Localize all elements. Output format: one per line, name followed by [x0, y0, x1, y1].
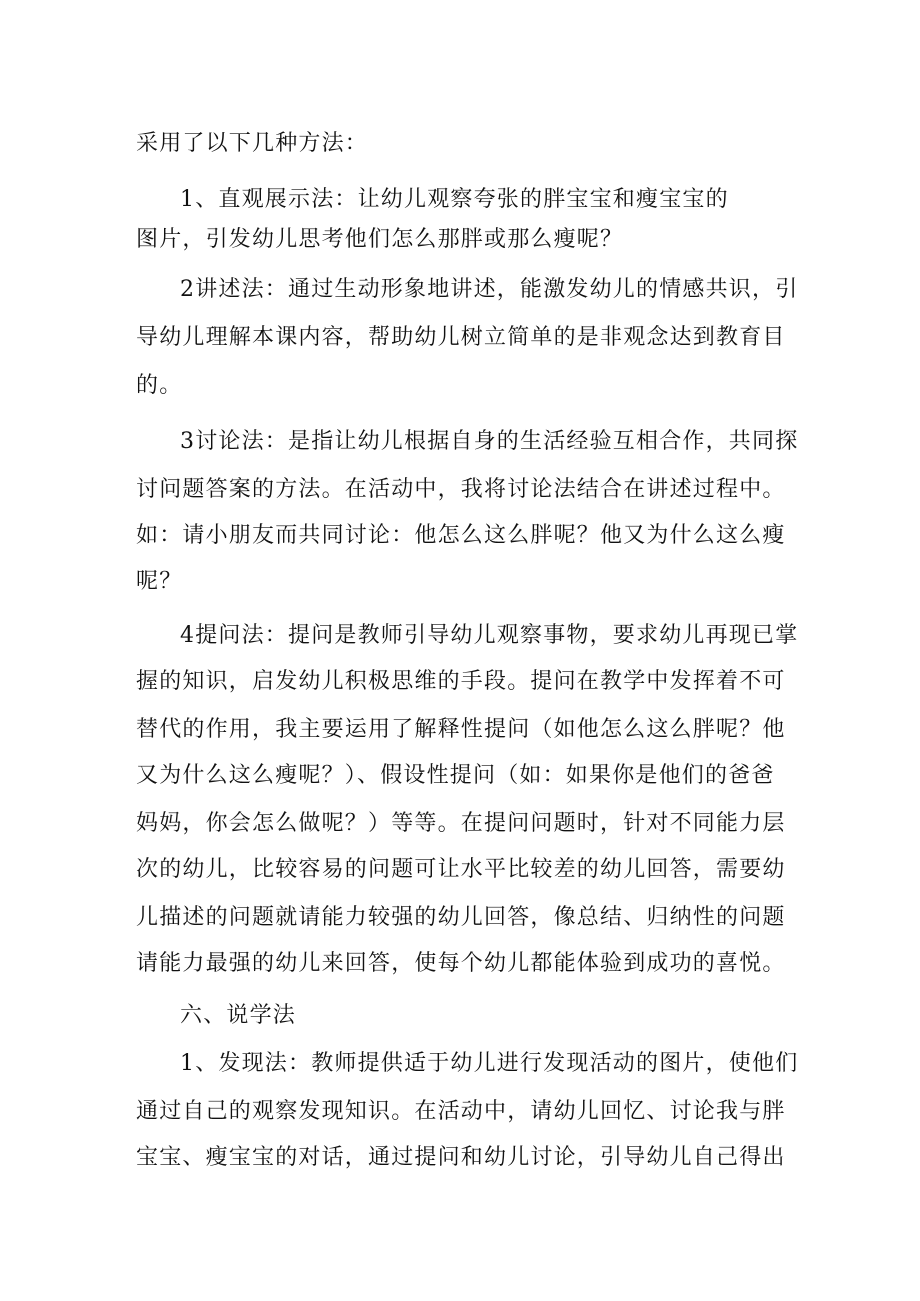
text-line: 请能力最强的幼儿来回答，使每个幼儿都能体验到成功的喜悦。 — [136, 951, 786, 976]
text-line: 导幼儿理解本课内容，帮助幼儿树立简单的是非观念达到教育目 — [136, 325, 786, 350]
text-line: 3讨论法：是指让幼儿根据自身的生活经验互相合作，共同探 — [180, 429, 799, 454]
text-line: 2讲述法：通过生动形象地讲述，能激发幼儿的情感共识，引 — [180, 277, 799, 302]
text-line: 呢？ — [136, 569, 183, 594]
text-line: 妈妈，你会怎么做呢？）等等。在提问问题时，针对不同能力层 — [136, 811, 786, 836]
text-line: 1、直观展示法：让幼儿观察夸张的胖宝宝和瘦宝宝的 — [180, 187, 729, 212]
text-line: 又为什么这么瘦呢？）、假设性提问（如：如果你是他们的爸爸 — [136, 763, 775, 788]
text-line: 4提问法：提问是教师引导幼儿观察事物，要求幼儿再现已掌 — [180, 623, 799, 648]
text-line: 的。 — [136, 373, 183, 398]
text-line: 握的知识，启发幼儿积极思维的手段。提问在教学中发挥着不可 — [136, 669, 786, 694]
section-heading: 六、说学法 — [180, 1003, 297, 1028]
text-line: 通过自己的观察发现知识。在活动中，请幼儿回忆、讨论我与胖 — [136, 1099, 786, 1124]
text-line: 宝宝、瘦宝宝的对话，通过提问和幼儿讨论，引导幼儿自己得出 — [136, 1145, 786, 1170]
text-line: 替代的作用，我主要运用了解释性提问（如他怎么这么胖呢？他 — [136, 717, 786, 742]
text-line: 儿描述的问题就请能力较强的幼儿回答，像总结、归纳性的问题 — [136, 905, 786, 930]
text-line: 如：请小朋友而共同讨论：他怎么这么胖呢？他又为什么这么瘦 — [136, 523, 786, 548]
text-line: 采用了以下几种方法： — [136, 131, 369, 156]
text-line: 次的幼儿，比较容易的问题可让水平比较差的幼儿回答，需要幼 — [136, 857, 786, 882]
text-line: 图片，引发幼儿思考他们怎么那胖或那么瘦呢？ — [136, 227, 624, 252]
text-line: 1、发现法：教师提供适于幼儿进行发现活动的图片，使他们 — [180, 1051, 799, 1076]
text-line: 讨问题答案的方法。在活动中，我将讨论法结合在讲述过程中。 — [136, 477, 786, 502]
